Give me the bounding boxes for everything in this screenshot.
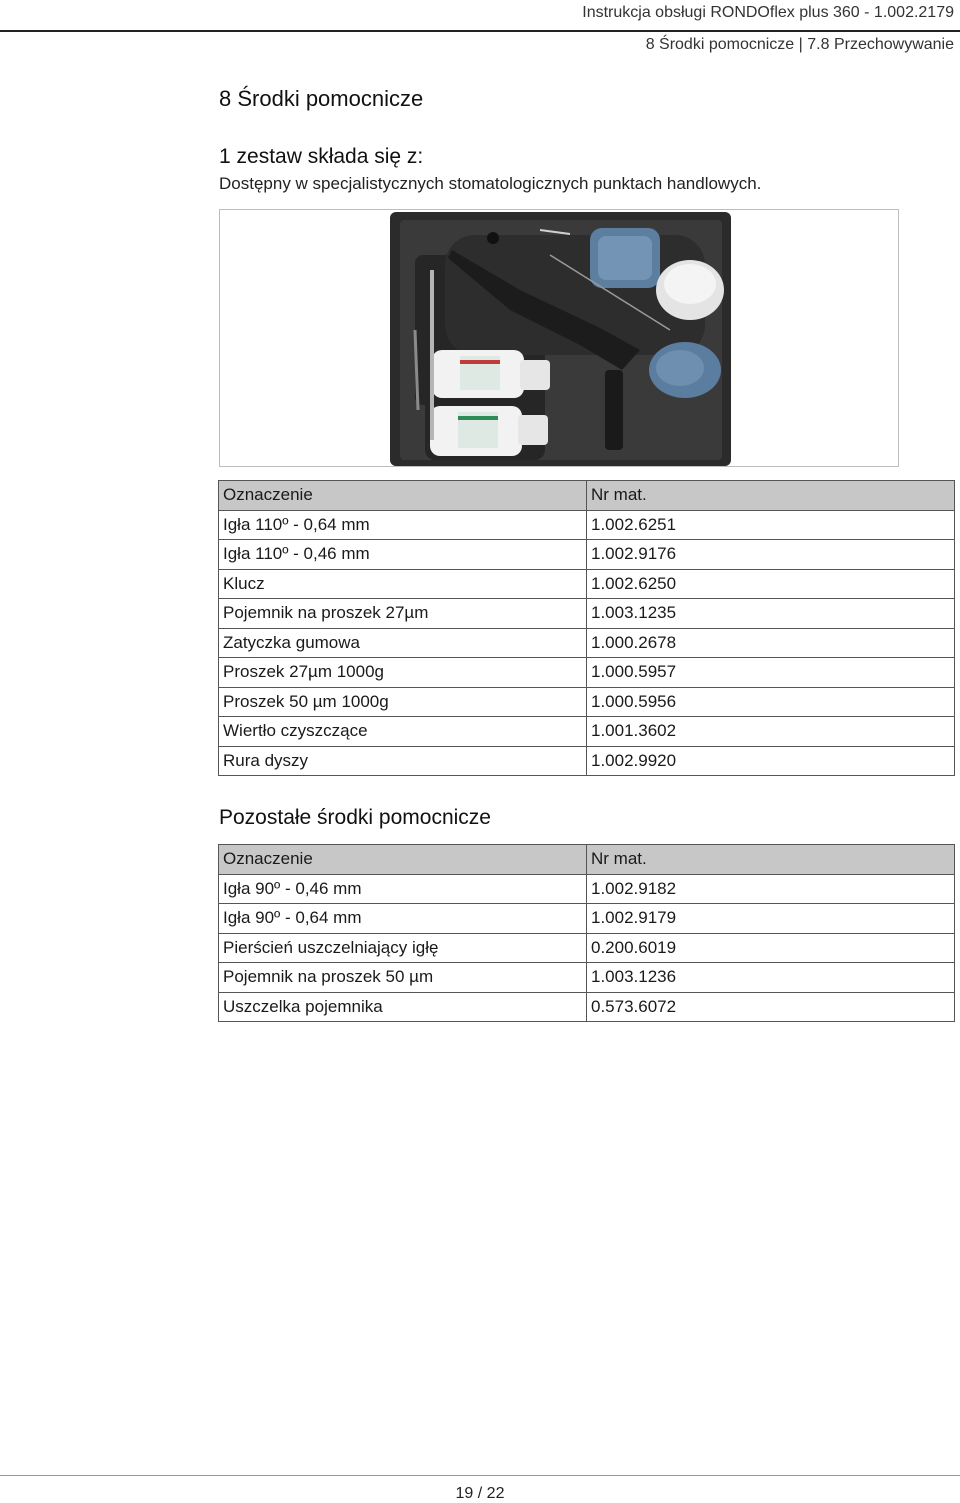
table-row xyxy=(219,963,955,993)
other-accessories-heading: Pozostałe środki pomocnicze xyxy=(219,806,491,829)
designation-cell: Wiertło czyszczące xyxy=(219,717,587,747)
column-header-material-number: Nr mat. xyxy=(587,845,955,875)
page-number: 19 / 22 xyxy=(455,1485,505,1502)
material-number-cell: 1.000.2678 xyxy=(587,628,955,658)
designation-cell: Zatyczka gumowa xyxy=(219,628,587,658)
designation-cell: Proszek 50 µm 1000g xyxy=(219,687,587,717)
designation-cell: Igła 110º - 0,64 mm xyxy=(219,510,587,540)
page-header xyxy=(0,0,960,62)
table-row xyxy=(219,569,955,599)
header-breadcrumb: 8 Środki pomocnicze | 7.8 Przechowywanie xyxy=(645,36,954,53)
designation-cell: Proszek 27µm 1000g xyxy=(219,658,587,688)
material-number-cell: 1.003.1235 xyxy=(587,599,955,629)
column-header-material-number: Nr mat. xyxy=(587,481,955,511)
column-header-designation: Oznaczenie xyxy=(219,481,587,511)
designation-cell: Pojemnik na proszek 50 µm xyxy=(219,963,587,993)
document-title: Instrukcja obsługi RONDOflex plus 360 - 1.002.2179 xyxy=(582,4,954,21)
header-divider xyxy=(0,30,960,32)
designation-cell: Klucz xyxy=(219,569,587,599)
material-number-cell: 0.200.6019 xyxy=(587,933,955,963)
material-number-cell: 1.002.9920 xyxy=(587,746,955,776)
designation-cell: Pierścień uszczelniający igłę xyxy=(219,933,587,963)
other-accessories-table xyxy=(218,844,955,1022)
table-row xyxy=(219,628,955,658)
kit-heading: 1 zestaw składa się z: xyxy=(219,145,424,168)
material-number-cell: 1.002.6251 xyxy=(587,510,955,540)
material-number-cell: 1.000.5956 xyxy=(587,687,955,717)
section-title: 8 Środki pomocnicze xyxy=(219,86,424,111)
table-header-row xyxy=(219,845,955,875)
material-number-cell: 1.002.9179 xyxy=(587,904,955,934)
designation-cell: Uszczelka pojemnika xyxy=(219,992,587,1022)
designation-cell: Rura dyszy xyxy=(219,746,587,776)
table-row xyxy=(219,510,955,540)
material-number-cell: 1.000.5957 xyxy=(587,658,955,688)
designation-cell: Pojemnik na proszek 27µm xyxy=(219,599,587,629)
kit-photo xyxy=(219,209,899,467)
kit-table xyxy=(218,480,955,776)
material-number-cell: 0.573.6072 xyxy=(587,992,955,1022)
material-number-cell: 1.003.1236 xyxy=(587,963,955,993)
table-row xyxy=(219,717,955,747)
table-row xyxy=(219,599,955,629)
table-row xyxy=(219,992,955,1022)
material-number-cell: 1.001.3602 xyxy=(587,717,955,747)
material-number-cell: 1.002.6250 xyxy=(587,569,955,599)
table-row xyxy=(219,687,955,717)
material-number-cell: 1.002.9182 xyxy=(587,874,955,904)
table-row xyxy=(219,540,955,570)
designation-cell: Igła 90º - 0,64 mm xyxy=(219,904,587,934)
table-row xyxy=(219,658,955,688)
table-header-row xyxy=(219,481,955,511)
table-row xyxy=(219,933,955,963)
footer-divider xyxy=(0,1475,960,1476)
kit-intro: Dostępny w specjalistycznych stomatologicznych punktach handlowych. xyxy=(219,174,762,193)
table-row xyxy=(219,746,955,776)
table-row xyxy=(219,874,955,904)
material-number-cell: 1.002.9176 xyxy=(587,540,955,570)
table-row xyxy=(219,904,955,934)
designation-cell: Igła 90º - 0,46 mm xyxy=(219,874,587,904)
column-header-designation: Oznaczenie xyxy=(219,845,587,875)
designation-cell: Igła 110º - 0,46 mm xyxy=(219,540,587,570)
